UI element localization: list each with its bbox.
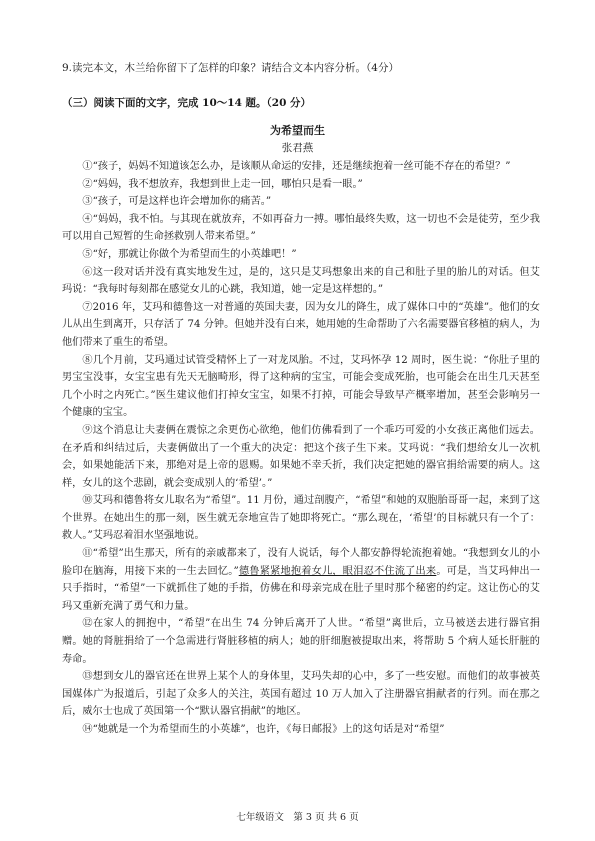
underlined-sentence: 德鲁紧紧地抱着女儿，眼泪忍不住流了出来 xyxy=(238,565,437,577)
article-author: 张君燕 xyxy=(281,142,314,154)
paragraph: ⑦2016 年，艾玛和德鲁这一对普通的英国夫妻，因为女儿的降生，成了媒体口中的“英雄”。他们的女儿从出生到离开，只存活了 74 分钟。但她并没有白来，她用她的生命帮助了六名需要器官移植的病人，为他们带来了重生的希望。 xyxy=(62,301,540,348)
article-title: 为希望而生 xyxy=(270,124,325,137)
paragraph: ②“妈妈，我不想放弃，我想到世上走一回，哪怕只是看一眼。” xyxy=(82,178,363,190)
paragraph: ⑭“她就是一个为希望而生的小英雄”，也许，《每日邮报》上的这句话是对“希望” xyxy=(82,724,445,735)
paragraph: ③“孩子，可是这样也许会增加你的痛苦。” xyxy=(82,196,272,208)
paragraph: ⑨这个消息让夫妻俩在震惊之余更伤心欲绝，他们仿佛看到了一个乖巧可爱的小女孩正离他们远去。在矛盾和纠结过后，夫妻俩做出了一个重大的决定：把这个孩子生下来。艾玛说：“我们想给女儿一次机会，如果她能活下来，那绝对是上帝的恩赐。如果她不幸夭折，我们决定把她的器官捐给需要的病人。这样，女儿的这个悲剧，就会变成别人的‘希望’。” xyxy=(62,424,540,489)
article-body xyxy=(62,158,540,739)
paragraph-text: ⑪“希望”出生那天，所有的亲戚都来了，没有人说话，每个人都安静得轮流抱着她。“我想到女儿的小脸印在脑海，用接下来的一生去回忆。” xyxy=(62,548,540,577)
paragraph-with-underline xyxy=(62,545,540,615)
paragraph: ⑤“好，那就让你做个为希望而生的小英雄吧！” xyxy=(82,248,297,260)
paragraph-text: 。可是，当艾玛伸出一只手指时，“希望”一下就抓住了她的手指，仿佛在和母亲完成在肚子里时那个秘密的约定。这让伤心的艾玛又重新充满了勇气和力量。 xyxy=(62,565,540,612)
page-footer: 七年级语文 第 3 页 共 6 页 xyxy=(236,812,359,823)
paragraph: ⑩艾玛和德鲁将女儿取名为“希望”。11 月份，通过剖腹产，“希望”和她的双胞胎哥哥一起，来到了这个世界。在她出生的那一刻，医生就无奈地宣告了她即将死亡。“那么现在，‘希望’的目标就只有一个了：救人。”艾玛忍着泪水坚强地说。 xyxy=(62,495,540,542)
paragraph: ④“妈妈，我不怕。与其现在就放弃，不如再奋力一搏。哪怕最终失败，这一切也不会是徒劳，至少我可以用自己短暂的生命拯救别人带来希望。” xyxy=(62,213,540,243)
paragraph: ⑥这一段对话并没有真实地发生过，是的，这只是艾玛想象出来的自己和肚子里的胎儿的对话。但艾玛说：“我每时每刻都在感觉女儿的心跳，我知道，她一定是这样想的。” xyxy=(62,266,540,296)
section-heading: （三）阅读下面的文字，完成 10～14 题。（20 分） xyxy=(62,97,312,109)
question-9: 9.读完本文，木兰给你留下了怎样的印象？请结合文本内容分析。（4分） xyxy=(62,62,399,74)
paragraph: ①“孩子，妈妈不知道该怎么办，是该顺从命运的安排，还是继续抱着一丝可能不存在的希望？” xyxy=(82,161,511,172)
paragraph: ⑬想到女儿的器官还在世界上某个人的身体里，艾玛失却的心中，多了一些安慰。而他们的故事被英国媒体广为报道后，引起了众多人的关注，英国有超过 10 万人加入了注册器官捐献者的行列。而在那之后，威尔士也成了英国第一个“默认器官捐献”的地区。 xyxy=(62,671,540,718)
paragraph: ⑫在家人的拥抱中，“希望”在出生 74 分钟后离开了人世。“希望”离世后，立马被送去进行器官捐赠。她的肾脏捐给了一个急需进行肾脏移植的病人；她的肝细胞被提取出来，将帮助 5 个病人延长肝脏的寿命。 xyxy=(62,618,540,665)
paragraph: ⑧几个月前，艾玛通过试管受精怀上了一对龙凤胎。不过，艾玛怀孕 12 周时，医生说：“你肚子里的男宝宝没事，女宝宝患有先天无脑畸形，得了这种病的宝宝，可能会变成死胎，也可能会在出生几天甚至几个小时之内死亡。”医生建议他们打掉女宝宝，如果不打掉，可能会导致早产概率增加，甚至会影响另一个健康的宝宝。 xyxy=(62,354,540,419)
